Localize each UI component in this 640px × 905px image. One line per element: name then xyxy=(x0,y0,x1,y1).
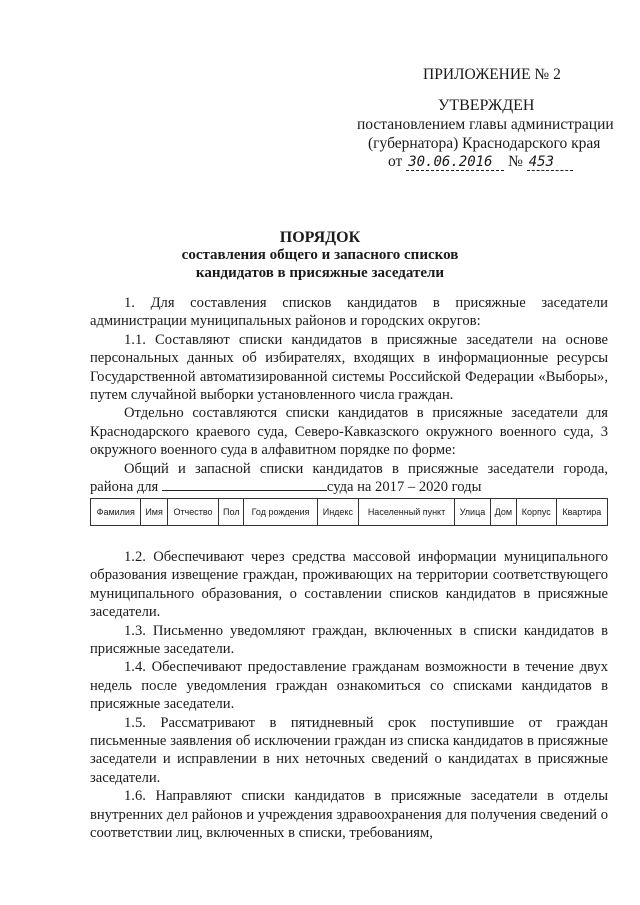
form-col-building: Корпус xyxy=(516,499,556,526)
form-col-name: Имя xyxy=(141,499,167,526)
form-col-street: Улица xyxy=(455,499,491,526)
form-col-apartment: Квартира xyxy=(556,499,607,526)
form-heading-part-b: суда на 2017 – 2020 годы xyxy=(326,479,482,496)
form-col-patronymic: Отчество xyxy=(167,499,219,526)
form-col-settlement: Населенный пункт xyxy=(358,499,454,526)
form-col-surname: Фамилия xyxy=(91,499,141,526)
document-subtitle-2: кандидатов в присяжные заседатели xyxy=(195,265,445,281)
paragraph-separate-lists: Отдельно составляются списки кандидатов в присяжные заседатели для Краснодарского краевого суда, Северо-Кавказского окружного военного суда, 3 окружного военного суда в алфавитном порядке по форме: xyxy=(90,405,608,459)
paragraph-form-heading xyxy=(90,460,608,497)
court-name-blank xyxy=(162,478,327,491)
approval-line-1: постановлением главы администрации xyxy=(357,116,614,133)
appendix-label: ПРИЛОЖЕНИЕ № 2 xyxy=(423,66,561,83)
paragraph-1-3: 1.3. Письменно уведомляют граждан, включенных в списки кандидатов в присяжные заседатели. xyxy=(90,622,608,658)
date-prefix: от xyxy=(388,153,403,170)
form-col-house: Дом xyxy=(490,499,516,526)
paragraph-1-1: 1.1. Составляют списки кандидатов в присяжные заседатели на основе персональных данных об избирателях, входящих в информационные ресурсы Государственной автоматизированной системы Российской Федерации «Выборы», путем случайной выборки установленного числа граждан. xyxy=(90,331,608,404)
approval-line-2: (губернатора) Краснодарского края xyxy=(368,135,601,152)
approved-label: УТВЕРЖДЕН xyxy=(438,97,535,114)
body-section-1 xyxy=(90,294,608,496)
paragraph-1-6: 1.6. Направляют списки кандидатов в присяжные заседатели в отделы внутренних дел районов и учреждения здравоохранения для получения сведений о соответствии лиц, включенных в списки, требованиям, xyxy=(90,788,608,842)
form-header-row xyxy=(91,499,608,526)
document-subtitle-1: составления общего и запасного списков xyxy=(181,247,459,263)
form-col-index: Индекс xyxy=(317,499,358,526)
handwritten-date: 30.06.2016 xyxy=(406,154,504,171)
form-col-birth-year: Год рождения xyxy=(244,499,317,526)
paragraph-1-4: 1.4. Обеспечивают предоставление гражданам возможности в течение двух недель после уведомления граждан ознакомиться со списками кандидатов в присяжные заседатели. xyxy=(90,659,608,713)
form-col-sex: Пол xyxy=(219,499,244,526)
paragraph-1: 1. Для составления списков кандидатов в присяжные заседатели администрации муниципальных районов и городских округов: xyxy=(90,295,608,330)
approval-date-line xyxy=(388,153,573,171)
paragraph-1-2: 1.2. Обеспечивают через средства массовой информации муниципального образования извещение граждан, проживающих на территории соответствующего муниципального образования, о составлении списков кандидатов в присяжные заседатели. xyxy=(90,549,608,621)
body-section-2 xyxy=(90,548,608,843)
paragraph-1-5: 1.5. Рассматривают в пятидневный срок поступившие от граждан письменные заявления об исключении граждан из списка кандидатов в присяжные заседатели и исправлении в них неточных сведений о кандидатах в присяжные заседатели. xyxy=(90,714,608,786)
handwritten-number: 453 xyxy=(527,154,573,171)
candidate-form-table xyxy=(90,498,608,526)
document-title: ПОРЯДОК xyxy=(279,229,361,246)
form-heading-part-a: Общий и запасной списки кандидатов в присяжные заседатели города, района для xyxy=(90,460,608,496)
number-prefix: № xyxy=(508,153,523,170)
